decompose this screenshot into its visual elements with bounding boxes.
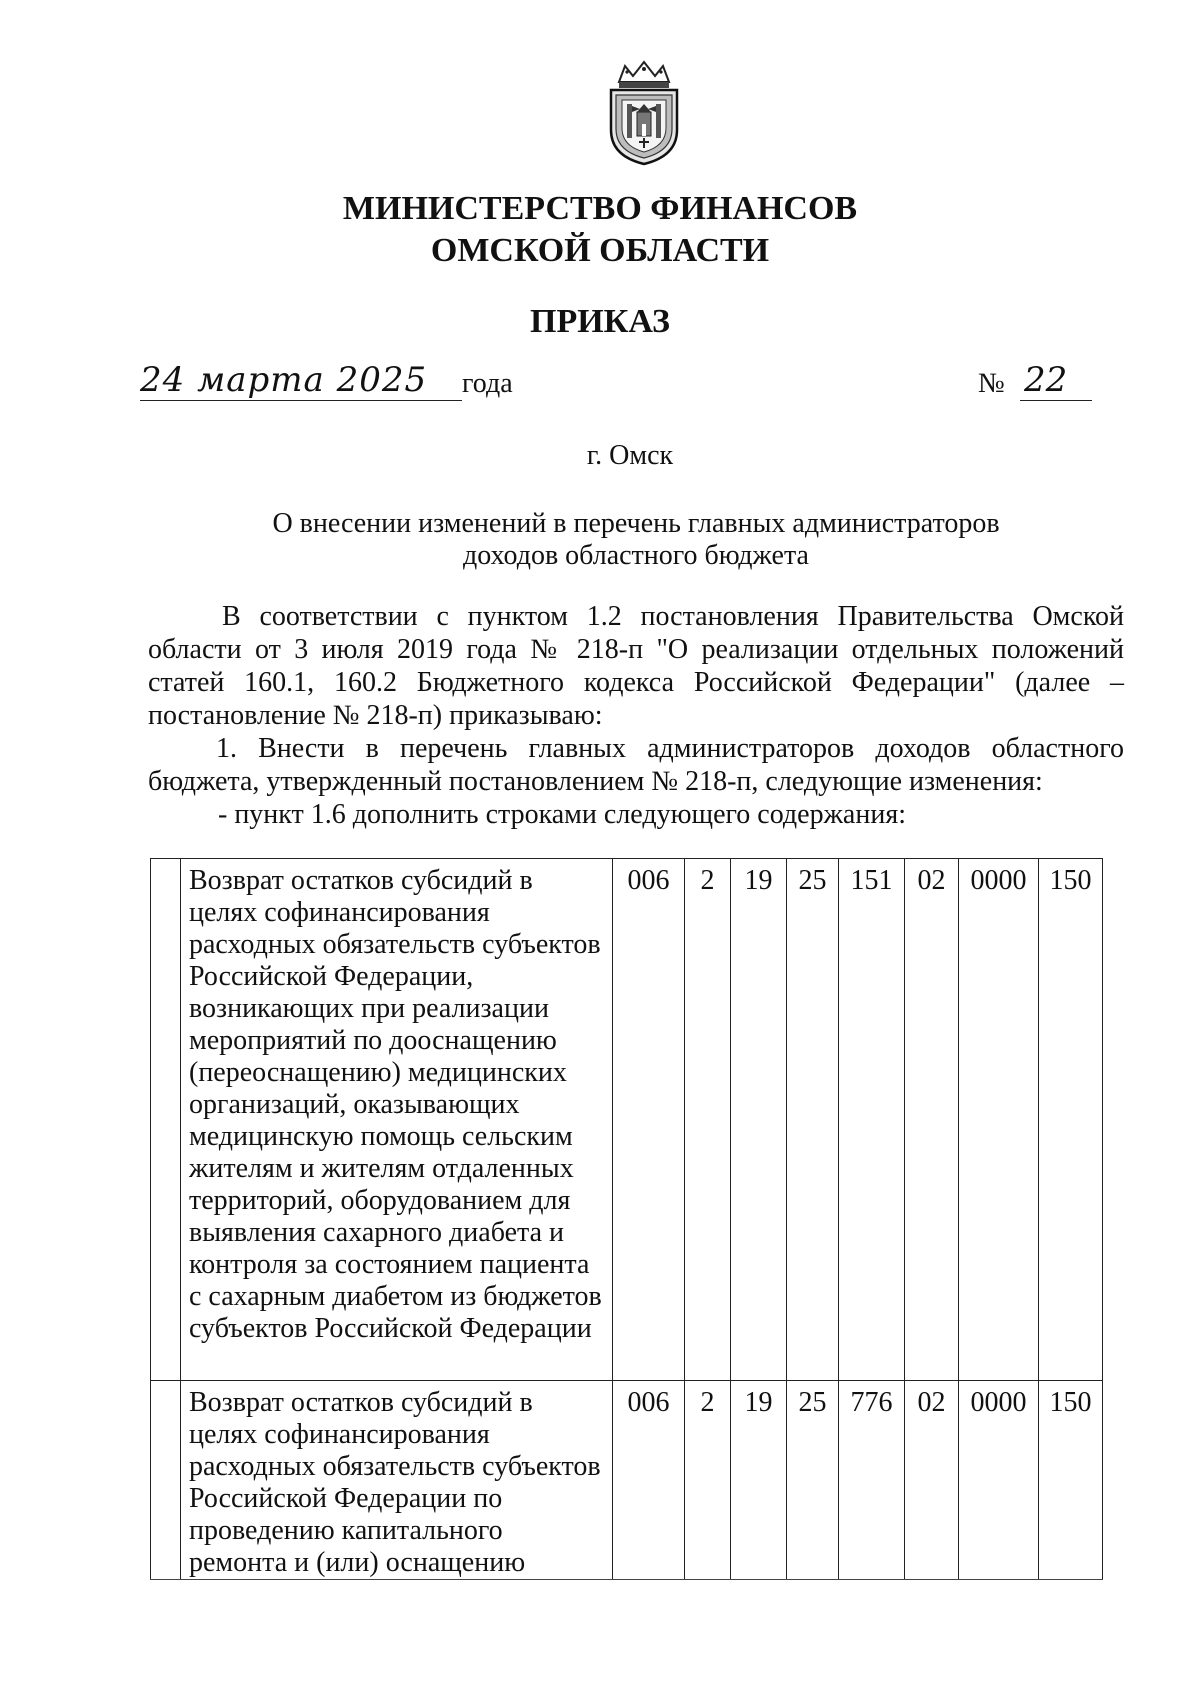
document-type-title: ПРИКАЗ — [530, 303, 670, 340]
order-body — [148, 600, 1124, 831]
row-number-cell — [151, 859, 181, 1381]
ministry-line-2: ОМСКОЙ ОБЛАСТИ — [430, 232, 770, 269]
row-number-cell — [151, 1381, 181, 1580]
administrators-table — [150, 858, 1103, 1580]
omsk-coat-of-arms-icon — [605, 60, 683, 166]
code-subarticle-cell: 151 — [839, 859, 905, 1381]
handwritten-date: 24 марта 2025 — [140, 360, 428, 400]
order-subject — [0, 508, 1200, 572]
code-article-cell: 25 — [787, 1381, 839, 1580]
code-element-cell: 02 — [905, 1381, 959, 1580]
table-row — [151, 859, 1103, 1381]
number-underline — [1020, 400, 1092, 401]
code-subgroup-cell: 19 — [731, 1381, 787, 1580]
order-date — [140, 360, 560, 410]
code-subarticle-cell: 776 — [839, 1381, 905, 1580]
ministry-line-1: МИНИСТЕРСТВО ФИНАНСОВ — [342, 190, 858, 227]
subject-line-1: О внесении изменений в перечень главных администраторов — [272, 508, 1000, 539]
code-admin-cell: 006 — [613, 1381, 685, 1580]
table-row — [151, 1381, 1103, 1580]
number-label: № — [978, 368, 1005, 399]
code-group-cell: 2 — [685, 859, 731, 1381]
subject-line-2: доходов областного бюджета — [463, 540, 809, 571]
code-subgroup-cell: 19 — [731, 859, 787, 1381]
body-paragraph-1: В соответствии с пунктом 1.2 постановления Правительства Омской области от 3 июля 2019 года № 218-п "О реализации отдельных положений статей 160.1, 160.2 Бюджетного кодекса Российской Федерации" (далее – постановление № 218-п) приказываю: — [148, 601, 1124, 731]
income-description-cell: Возврат остатков субсидий в целях софинансирования расходных обязательств субъектов Российской Федерации по проведению капитального ремонта и (или) оснащению — [181, 1381, 613, 1580]
date-suffix: года — [462, 368, 513, 399]
code-classification-cell: 150 — [1039, 1381, 1103, 1580]
city-line: г. Омск — [586, 440, 674, 471]
ministry-name — [0, 188, 1200, 272]
income-description-cell: Возврат остатков субсидий в целях софинансирования расходных обязательств субъектов Российской Федерации, возникающих при реализации мероприятий по дооснащению (переоснащению) медицинских организаций, оказывающих медицинскую помощь сельским жителям и жителям отдаленных территорий, оборудованием для выявления сахарного диабета и контроля за состоянием пациента с сахарным диабетом из бюджетов субъектов Российской Федерации — [181, 859, 613, 1381]
handwritten-number: 22 — [1024, 360, 1068, 400]
code-article-cell: 25 — [787, 859, 839, 1381]
body-paragraph-2: 1. Внести в перечень главных администраторов доходов областного бюджета, утвержденный постановлением № 218-п, следующие изменения: — [148, 733, 1124, 797]
date-underline — [140, 400, 462, 401]
code-program-cell: 0000 — [959, 859, 1039, 1381]
code-admin-cell: 006 — [613, 859, 685, 1381]
order-number — [978, 360, 1118, 410]
code-classification-cell: 150 — [1039, 859, 1103, 1381]
code-element-cell: 02 — [905, 859, 959, 1381]
body-paragraph-3: - пункт 1.6 дополнить строками следующего содержания: — [218, 799, 906, 830]
code-group-cell: 2 — [685, 1381, 731, 1580]
code-program-cell: 0000 — [959, 1381, 1039, 1580]
